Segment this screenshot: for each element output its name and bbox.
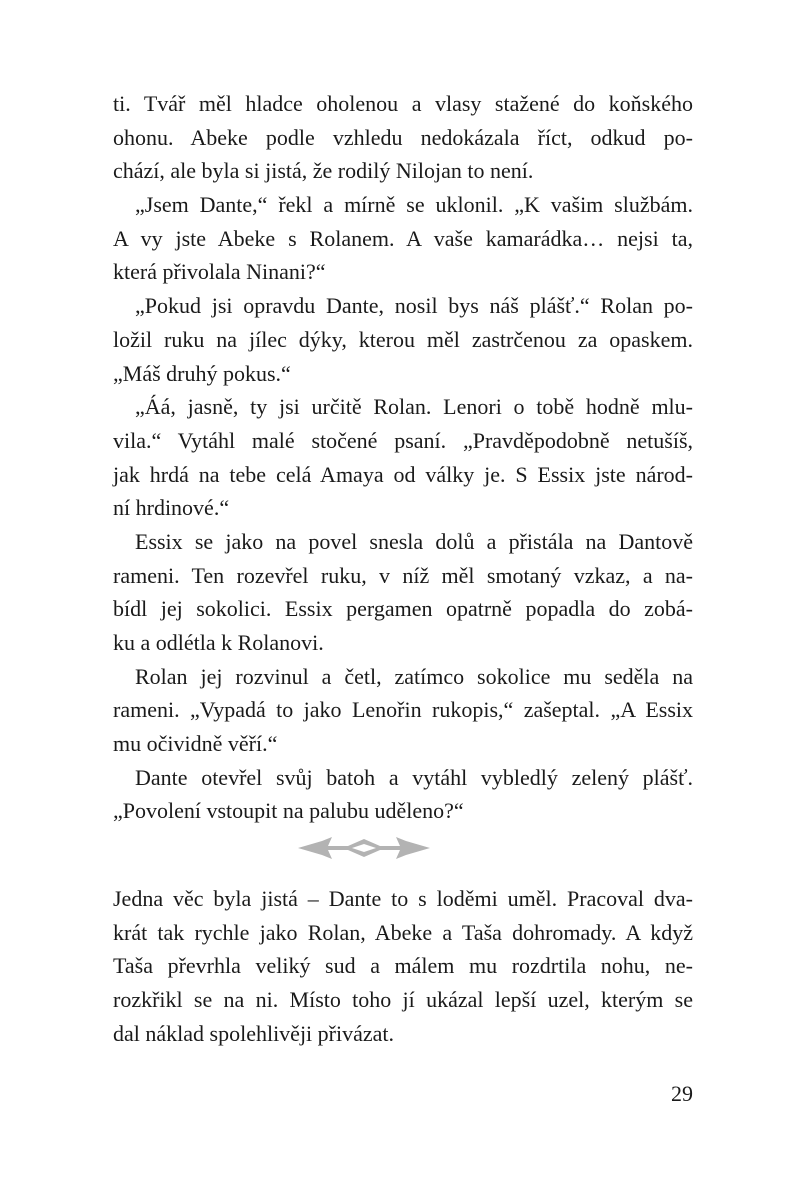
paragraph (113, 882, 693, 1050)
text-line: ní hrdinové.“ (113, 495, 230, 521)
text-before-divider (113, 87, 693, 828)
page-number: 29 (671, 1081, 693, 1106)
text-line: jak hrdá na tebe celá Amaya od války je. S Essix jste národ- (113, 461, 693, 487)
text-line: mu očividně věří.“ (113, 731, 278, 757)
text-line: „Pokud jsi opravdu Dante, nosil bys náš plášť.“ Rolan po- (135, 293, 693, 319)
text-line: „Jsem Dante,“ řekl a mírně se uklonil. „K vašim službám. (135, 192, 693, 218)
text-line: „Máš druhý pokus.“ (113, 360, 291, 386)
text-line: Essix se jako na povel snesla dolů a přistála na Dantově (135, 528, 693, 554)
text-line: rozkřikl se na ni. Místo toho jí ukázal lepší uzel, kterým se (113, 987, 693, 1013)
text-line: rameni. Ten rozevřel ruku, v níž měl smotaný vzkaz, a na- (113, 562, 693, 588)
text-line: Taša převrhla veliký sud a málem mu rozdrtila nohu, ne- (113, 953, 693, 979)
text-line: bídl jej sokolici. Essix pergamen opatrně popadla do zobá- (113, 596, 693, 622)
text-line: vila.“ Vytáhl malé stočené psaní. „Pravděpodobně netušíš, (113, 427, 693, 453)
text-line: Rolan jej rozvinul a četl, zatímco sokolice mu seděla na (135, 663, 693, 689)
paragraph (113, 188, 693, 289)
text-line: „Povolení vstoupit na palubu uděleno?“ (113, 798, 464, 824)
paragraph (113, 660, 693, 761)
text-line: dal náklad spolehlivěji přivázat. (113, 1020, 395, 1046)
paragraph (113, 761, 693, 828)
text-line: rameni. „Vypadá to jako Lenořin rukopis,“ zašeptal. „A Essix (113, 697, 693, 723)
text-line: krát tak rychle jako Rolan, Abeke a Taša dohromady. A když (113, 919, 693, 945)
text-line: chází, ale byla si jistá, že rodilý Nilojan to není. (113, 158, 534, 184)
text-line: Dante otevřel svůj batoh a vytáhl vybledlý zelený plášť. (135, 764, 693, 790)
paragraph (113, 390, 693, 525)
text-line: A vy jste Abeke s Rolanem. A vaše kamarádka… nejsi ta, (113, 225, 693, 251)
paragraph (113, 289, 693, 390)
section-divider-ornament-icon (298, 835, 430, 861)
text-line: která přivolala Ninani?“ (113, 259, 326, 285)
text-after-divider (113, 882, 693, 1050)
text-line: ku a odlétla k Rolanovi. (113, 630, 324, 655)
text-line: ložil ruku na jílec dýky, kterou měl zastrčenou za opaskem. (113, 326, 693, 352)
paragraph (113, 525, 693, 660)
text-line: ti. Tvář měl hladce oholenou a vlasy stažené do koňského (113, 91, 693, 116)
paragraph (113, 87, 693, 188)
text-line: Jedna věc byla jistá – Dante to s loděmi uměl. Pracoval dva- (113, 886, 693, 911)
text-line: „Áá, jasně, ty jsi určitě Rolan. Lenori o tobě hodně mlu- (135, 394, 693, 420)
text-line: ohonu. Abeke podle vzhledu nedokázala říct, odkud po- (113, 124, 693, 150)
